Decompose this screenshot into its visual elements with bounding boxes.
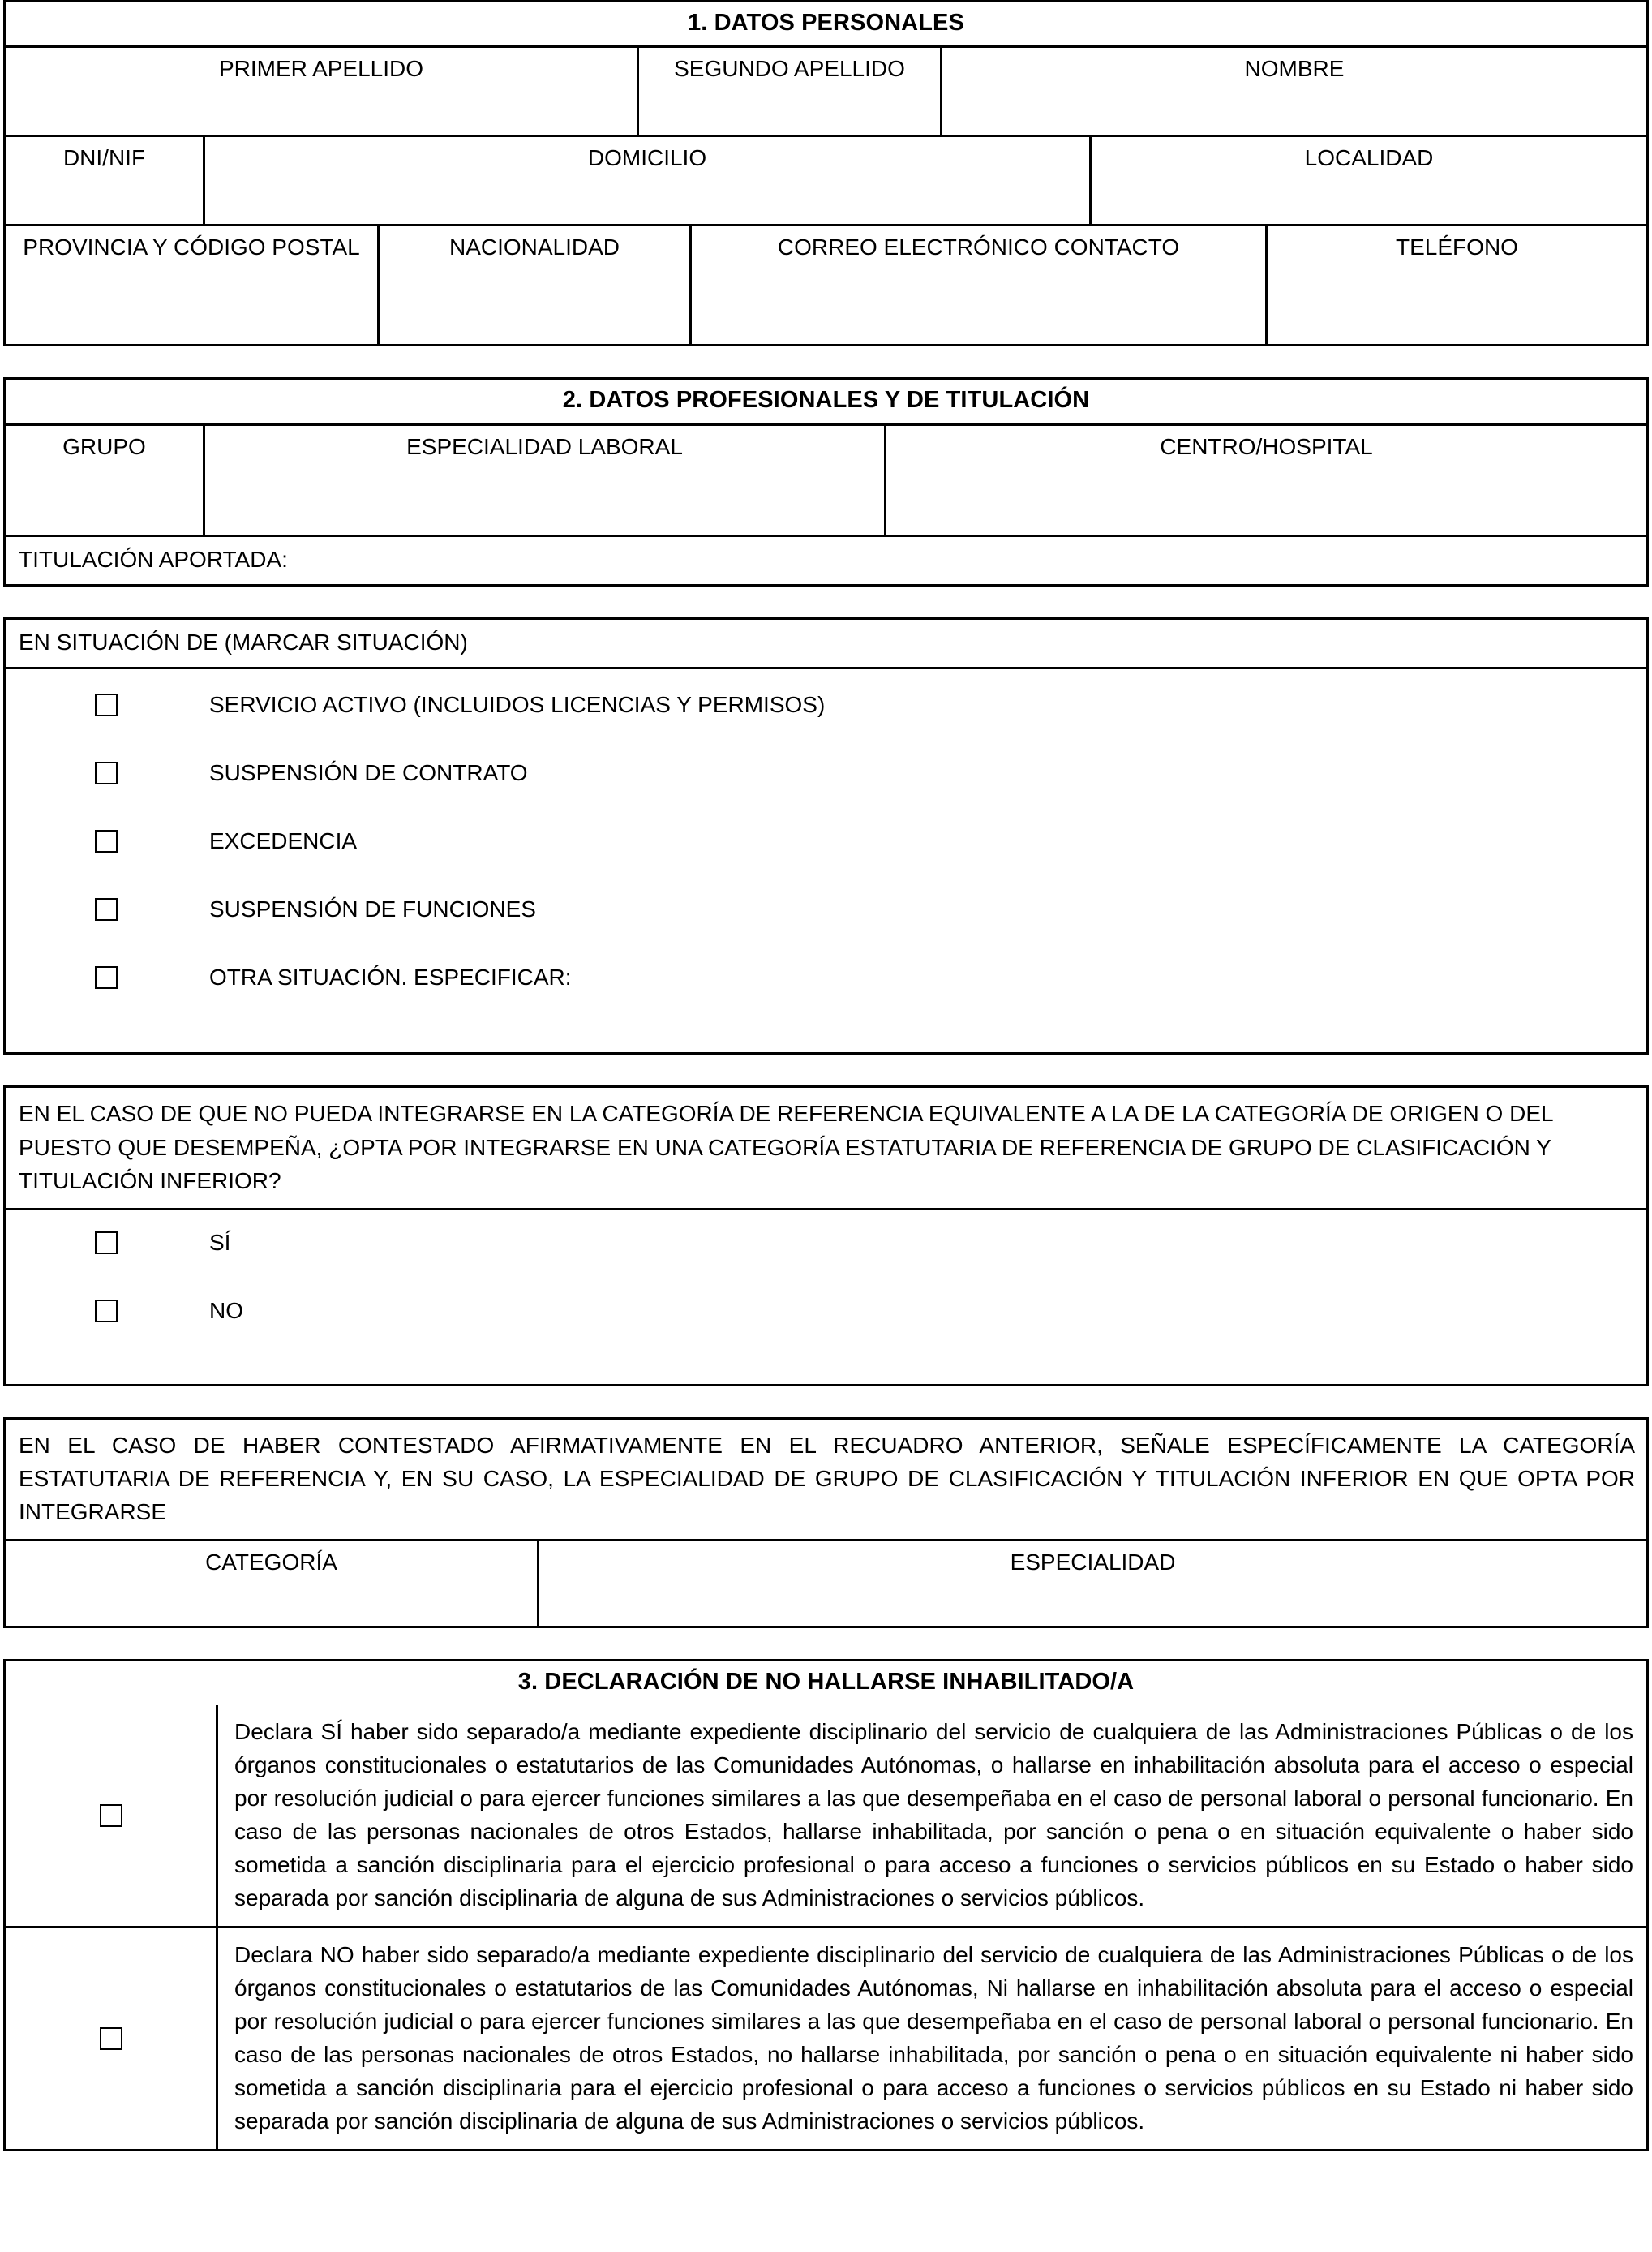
opcion-answers-row [6,1208,1646,1384]
label-segundo-apellido: SEGUNDO APELLIDO [674,56,905,82]
label-domicilio: DOMICILIO [587,145,707,171]
section-datos-profesionales [3,377,1649,587]
declaration-text-no [218,1928,1646,2149]
label-categoria: CATEGORÍA [205,1549,337,1575]
section-declaracion-inhabilitado [3,1659,1649,2151]
label-dni-nif: DNI/NIF [62,145,146,171]
label-primer-apellido: PRIMER APELLIDO [218,56,424,82]
section2-title: 2. DATOS PROFESIONALES Y DE TITULACIÓN [562,387,1090,414]
situacion-option-excedencia[interactable] [6,827,1646,895]
situacion-checkbox-list [6,669,1646,1052]
situacion-option-suspension-contrato[interactable] [6,759,1646,827]
declaration-row-no [6,1926,1646,2149]
checkbox-icon[interactable] [95,694,118,716]
field-centro-hospital[interactable] [884,426,1646,535]
declaration-text-si [218,1705,1646,1926]
situacion-option-label: OTRA SITUACIÓN. ESPECIFICAR: [209,965,572,991]
label-grupo: GRUPO [62,433,146,459]
opcion-answer-label: NO [209,1297,243,1323]
checkbox-icon[interactable] [95,1300,118,1322]
label-nombre: NOMBRE [1244,56,1345,82]
section2-row-1 [6,423,1646,535]
spacer-4 [2,1386,1650,1417]
section3-title-row [6,1661,1646,1704]
field-nombre[interactable] [940,48,1646,135]
declaration-paragraph: Declara SÍ haber sido separado/a mediante expediente disciplinario del servicio de cualquiera de las Administraciones Públicas o de los órganos constitucionales o estatutarios de las Comunidades Autónomas, o hallarse en inhabilitación absoluta para el acceso o especial por resolución judicial o para ejercer funciones similares a las que desempeñaba en el caso de personal laboral o personal funcionario. En caso de las personas nacionales de otros Estados, hallarse inhabilitada, por sanción o pena o en situación equivalente o haber sido sometida a sanción disciplinaria para el ejercicio profesional o para acceso a funciones o servicios públicos en su Estado o haber sido separada por sanción disciplinaria de alguna de sus Administraciones o servicios públicos. [234,1718,1633,1910]
section2-row-titulacion [6,535,1646,584]
section1-row-3 [6,224,1646,344]
situacion-option-servicio-activo[interactable] [6,690,1646,759]
checkbox-icon[interactable] [95,898,118,921]
opcion-answer-si[interactable] [6,1228,1646,1296]
situacion-option-suspension-funciones[interactable] [6,895,1646,963]
opcion-checkbox-list [6,1210,1646,1384]
section1-row-1 [6,45,1646,135]
situacion-option-label: SUSPENSIÓN DE FUNCIONES [209,896,536,922]
label-especialidad: ESPECIALIDAD [1010,1549,1176,1575]
field-dni-nif[interactable] [6,137,203,224]
declaration-paragraph: Declara NO haber sido separado/a mediante expediente disciplinario del servicio de cualquiera de las Administraciones Públicas o de los órganos constitucionales o estatutarios de las Comunidades Autónomas, Ni hallarse en inhabilitación absoluta para el acceso o especial por resolución judicial o para ejercer funciones similares a las que desempeñaba en el caso de personal laboral o personal funcionario. En caso de las personas nacionales de otros Estados, no hallarse inhabilitada, por sanción o pena o en situación equivalente ni haber sido sometida a sanción disciplinaria para el ejercicio profesional o para acceso a funciones o servicios públicos en su Estado ni haber sido separada por sanción disciplinaria de alguna de sus Administraciones o servicios públicos. [234,1941,1633,2134]
field-especialidad-laboral[interactable] [203,426,884,535]
spacer-1 [2,346,1650,377]
categoria-instruction-row [6,1420,1646,1539]
situacion-options-row [6,667,1646,1052]
field-nacionalidad[interactable] [377,226,689,344]
field-domicilio[interactable] [203,137,1089,224]
categoria-instruction-text: EN EL CASO DE HABER CONTESTADO AFIRMATIVAMENTE EN EL RECUADRO ANTERIOR, SEÑALE ESPECÍFICAMENTE LA CATEGORÍA ESTATUTARIA DE REFERENCIA Y, EN SU CASO, LA ESPECIALIDAD DE GRUPO DE CLASIFICACIÓN Y TITULACIÓN INFERIOR EN QUE OPTA POR INTEGRARSE [19,1432,1635,1525]
checkbox-icon[interactable] [100,2027,122,2050]
label-centro-hospital: CENTRO/HOSPITAL [1160,433,1373,459]
situacion-header-row [6,620,1646,667]
label-nacionalidad: NACIONALIDAD [448,234,620,260]
label-provincia-codigo-postal: PROVINCIA Y CÓDIGO POSTAL [23,234,360,260]
section-categoria-especialidad [3,1417,1649,1628]
field-titulacion-aportada[interactable]: TITULACIÓN APORTADA: [19,546,288,572]
field-segundo-apellido[interactable] [637,48,940,135]
label-correo-electronico: CORREO ELECTRÓNICO CONTACTO [777,234,1180,260]
section-situacion [3,617,1649,1055]
situacion-option-label: SUSPENSIÓN DE CONTRATO [209,760,528,786]
section1-title: 1. DATOS PERSONALES [688,10,964,36]
checkbox-icon[interactable] [100,1804,122,1827]
field-categoria[interactable] [6,1541,537,1626]
field-grupo[interactable] [6,426,203,535]
spacer-5 [2,1628,1650,1659]
declaration-checkbox-cell-si[interactable] [6,1705,218,1926]
checkbox-icon[interactable] [95,966,118,989]
label-localidad: LOCALIDAD [1304,145,1434,171]
situacion-option-label: EXCEDENCIA [209,828,358,854]
situacion-option-otra-situacion[interactable] [6,963,1646,1031]
section1-row-2 [6,135,1646,224]
checkbox-icon[interactable] [95,830,118,853]
field-localidad[interactable] [1089,137,1646,224]
field-correo-electronico[interactable] [689,226,1265,344]
section2-title-row [6,380,1646,423]
declaration-checkbox-cell-no[interactable] [6,1928,218,2149]
situacion-header: EN SITUACIÓN DE (MARCAR SITUACIÓN) [19,630,468,655]
situacion-option-label: SERVICIO ACTIVO (INCLUIDOS LICENCIAS Y PERMISOS) [209,692,826,718]
section-datos-personales [3,0,1649,346]
checkbox-icon[interactable] [95,762,118,784]
opcion-question-row [6,1088,1646,1207]
spacer-2 [2,587,1650,617]
section-opcion-inferior [3,1085,1649,1386]
declaration-row-si [6,1705,1646,1926]
section1-title-row [6,2,1646,45]
categoria-columns-row [6,1539,1646,1626]
label-especialidad-laboral: ESPECIALIDAD LABORAL [406,433,683,459]
field-primer-apellido[interactable] [6,48,637,135]
field-provincia-codigo-postal[interactable] [6,226,377,344]
field-especialidad[interactable] [537,1541,1646,1626]
spacer-3 [2,1055,1650,1085]
section3-title: 3. DECLARACIÓN DE NO HALLARSE INHABILITADO/A [517,1669,1135,1695]
label-telefono: TELÉFONO [1396,234,1518,260]
field-telefono[interactable] [1265,226,1646,344]
checkbox-icon[interactable] [95,1231,118,1254]
opcion-answer-no[interactable] [6,1296,1646,1365]
opcion-question-text: EN EL CASO DE QUE NO PUEDA INTEGRARSE EN LA CATEGORÍA DE REFERENCIA EQUIVALENTE A LA DE LA CATEGORÍA DE ORIGEN O DEL PUESTO QUE DESEMPEÑA, ¿OPTA POR INTEGRARSE EN UNA CATEGORÍA ESTATUTARIA DE REFERENCIA DE GRUPO DE CLASIFICACIÓN Y TITULACIÓN INFERIOR? [19,1101,1553,1193]
opcion-answer-label: SÍ [209,1229,231,1255]
